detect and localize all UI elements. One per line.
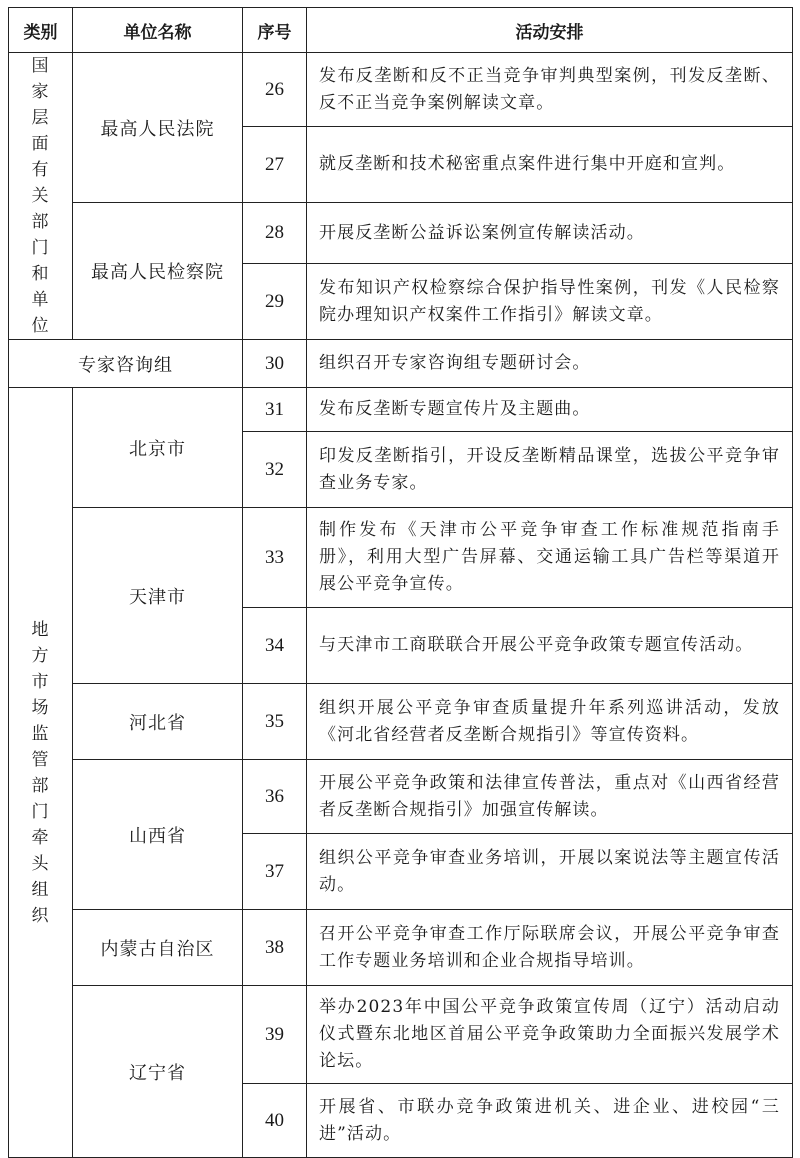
table-row <box>9 684 793 760</box>
table-row <box>9 388 793 432</box>
header-category: 类别 <box>9 8 73 53</box>
row-seq: 32 <box>243 432 307 508</box>
table-row <box>9 508 793 608</box>
unit-expert: 专家咨询组 <box>9 340 243 388</box>
row-activity: 发布反垄断和反不正当竞争审判典型案例，刊发反垄断、反不正当竞争案例解读文章。 <box>307 53 793 127</box>
row-activity: 组织召开专家咨询组专题研讨会。 <box>307 340 793 388</box>
unit-beijing: 北京市 <box>73 388 243 508</box>
row-seq: 39 <box>243 986 307 1084</box>
unit-spp: 最高人民检察院 <box>73 203 243 340</box>
row-activity: 发布反垄断专题宣传片及主题曲。 <box>307 388 793 432</box>
table-row <box>9 760 793 834</box>
row-activity: 开展公平竞争政策和法律宣传普法，重点对《山西省经营者反垄断合规指引》加强宣传解读。 <box>307 760 793 834</box>
row-activity: 开展反垄断公益诉讼案例宣传解读活动。 <box>307 203 793 264</box>
unit-spc: 最高人民法院 <box>73 53 243 203</box>
unit-tianjin: 天津市 <box>73 508 243 684</box>
row-activity: 发布知识产权检察综合保护指导性案例，刊发《人民检察院办理知识产权案件工作指引》解读文章。 <box>307 264 793 340</box>
row-seq: 30 <box>243 340 307 388</box>
row-activity: 组织开展公平竞争审查质量提升年系列巡讲活动，发放《河北省经营者反垄断合规指引》等宣传资料。 <box>307 684 793 760</box>
activity-table <box>8 7 793 1158</box>
category-local: 地方市场监管部门牵头组织 <box>9 388 73 1158</box>
row-seq: 31 <box>243 388 307 432</box>
header-row <box>9 8 793 53</box>
row-activity: 召开公平竞争审查工作厅际联席会议，开展公平竞争审查工作专题业务培训和企业合规指导培训。 <box>307 910 793 986</box>
table-row <box>9 910 793 986</box>
row-activity: 印发反垄断指引，开设反垄断精品课堂，选拔公平竞争审查业务专家。 <box>307 432 793 508</box>
row-seq: 36 <box>243 760 307 834</box>
row-seq: 37 <box>243 834 307 910</box>
unit-liaoning: 辽宁省 <box>73 986 243 1158</box>
row-activity: 举办2023年中国公平竞争政策宣传周（辽宁）活动启动仪式暨东北地区首届公平竞争政策助力全面振兴发展学术论坛。 <box>307 986 793 1084</box>
row-seq: 38 <box>243 910 307 986</box>
row-seq: 35 <box>243 684 307 760</box>
table-row <box>9 203 793 264</box>
header-unit: 单位名称 <box>73 8 243 53</box>
row-activity: 就反垄断和技术秘密重点案件进行集中开庭和宣判。 <box>307 127 793 203</box>
row-seq: 34 <box>243 608 307 684</box>
unit-shanxi: 山西省 <box>73 760 243 910</box>
table-row <box>9 986 793 1084</box>
row-seq: 26 <box>243 53 307 127</box>
header-seq: 序号 <box>243 8 307 53</box>
row-seq: 27 <box>243 127 307 203</box>
category-national: 国家层面有关部门和单位 <box>9 53 73 340</box>
row-seq: 28 <box>243 203 307 264</box>
row-activity: 开展省、市联办竞争政策进机关、进企业、进校园“三进”活动。 <box>307 1084 793 1158</box>
row-seq: 33 <box>243 508 307 608</box>
unit-neimenggu: 内蒙古自治区 <box>73 910 243 986</box>
header-activity: 活动安排 <box>307 8 793 53</box>
row-seq: 40 <box>243 1084 307 1158</box>
row-seq: 29 <box>243 264 307 340</box>
table-row <box>9 340 793 388</box>
row-activity: 组织公平竞争审查业务培训，开展以案说法等主题宣传活动。 <box>307 834 793 910</box>
table-row <box>9 53 793 127</box>
unit-hebei: 河北省 <box>73 684 243 760</box>
row-activity: 制作发布《天津市公平竞争审查工作标准规范指南手册》，利用大型广告屏幕、交通运输工具广告栏等渠道开展公平竞争宣传。 <box>307 508 793 608</box>
row-activity: 与天津市工商联联合开展公平竞争政策专题宣传活动。 <box>307 608 793 684</box>
